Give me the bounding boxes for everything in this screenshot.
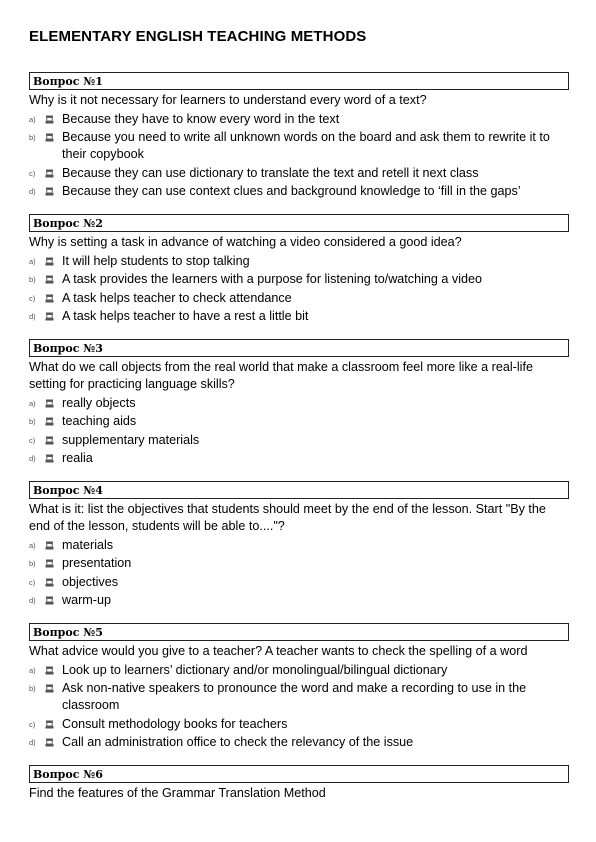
question-text: What advice would you give to a teacher? A teacher wants to check the spelling of a word	[29, 644, 528, 658]
option-text: Because they can use context clues and background knowledge to ‘fill in the gaps’	[62, 184, 521, 198]
option-letter: d)	[29, 187, 36, 196]
option-letter: b)	[29, 684, 36, 693]
option-text: warm-up	[62, 593, 111, 607]
answer-marker-icon	[45, 111, 62, 124]
answer-option[interactable]	[29, 432, 569, 449]
answer-option[interactable]	[29, 413, 569, 430]
question-block	[29, 214, 569, 325]
option-letter: a)	[29, 256, 36, 266]
answer-marker-icon	[45, 450, 62, 463]
question-heading: Вопрос №2	[29, 214, 569, 232]
answer-marker-icon	[45, 592, 62, 605]
question-text: Why is setting a task in advance of watching a video considered a good idea?	[29, 235, 462, 249]
option-letter: c)	[29, 168, 36, 178]
answer-option[interactable]	[29, 716, 569, 733]
option-text: A task provides the learners with a purpose for listening to/watching a video	[62, 272, 483, 286]
question-text: Find the features of the Grammar Translation Method	[29, 786, 326, 800]
option-letter: d)	[29, 454, 36, 463]
option-text: really objects	[62, 395, 136, 410]
answer-option[interactable]	[29, 450, 569, 467]
question-block	[29, 481, 569, 609]
question-list	[29, 72, 569, 802]
answer-marker-icon	[45, 413, 62, 426]
option-letter: d)	[29, 738, 36, 747]
question-heading: Вопрос №3	[29, 339, 569, 357]
option-letter: d)	[29, 596, 36, 605]
question-block	[29, 339, 569, 467]
option-text: presentation	[62, 556, 132, 570]
answer-marker-icon	[45, 662, 62, 675]
question-text: What is it: list the objectives that students should meet by the end of the lesson. Start "By the end of the lesson, students will be able to...."?	[29, 502, 546, 533]
option-letter: b)	[29, 559, 36, 568]
answer-marker-icon	[45, 680, 62, 693]
answer-marker-icon	[45, 395, 62, 408]
answer-marker-icon	[45, 537, 62, 550]
question-heading: Вопрос №1	[29, 72, 569, 90]
answer-option[interactable]	[29, 165, 569, 182]
question-heading: Вопрос №5	[29, 623, 569, 641]
option-text: Look up to learners’ dictionary and/or monolingual/bilingual dictionary	[62, 662, 448, 677]
answer-marker-icon	[45, 183, 62, 196]
answer-marker-icon	[45, 271, 62, 284]
answer-option[interactable]	[29, 129, 569, 163]
answer-option[interactable]	[29, 183, 569, 200]
option-text: Consult methodology books for teachers	[62, 716, 288, 731]
question-heading: Вопрос №6	[29, 765, 569, 783]
question-text: Why is it not necessary for learners to understand every word of a text?	[29, 93, 427, 107]
option-letter: a)	[29, 114, 36, 124]
question-block	[29, 765, 569, 802]
answer-option[interactable]	[29, 290, 569, 307]
answer-marker-icon	[45, 308, 62, 321]
question-block	[29, 72, 569, 200]
option-text: supplementary materials	[62, 432, 200, 447]
answer-marker-icon	[45, 734, 62, 747]
answer-marker-icon	[45, 165, 62, 178]
answer-option[interactable]	[29, 574, 569, 591]
option-letter: a)	[29, 540, 36, 550]
option-text: Because you need to write all unknown words on the board and ask them to rewrite it to their copybook	[62, 130, 550, 161]
answer-option[interactable]	[29, 395, 569, 412]
option-letter: c)	[29, 435, 36, 445]
option-text: Because they can use dictionary to translate the text and retell it next class	[62, 165, 479, 180]
option-letter: a)	[29, 665, 36, 675]
answer-marker-icon	[45, 290, 62, 303]
option-letter: a)	[29, 398, 36, 408]
answer-option[interactable]	[29, 734, 569, 751]
option-text: A task helps teacher to have a rest a little bit	[62, 309, 309, 323]
answer-marker-icon	[45, 716, 62, 729]
document-title: ELEMENTARY ENGLISH TEACHING METHODS	[29, 28, 367, 45]
answer-option[interactable]	[29, 308, 569, 325]
option-letter: b)	[29, 275, 36, 284]
option-letter: b)	[29, 133, 36, 142]
answer-marker-icon	[45, 574, 62, 587]
answer-option[interactable]	[29, 271, 569, 288]
option-letter: c)	[29, 293, 36, 303]
question-block	[29, 623, 569, 751]
option-letter: b)	[29, 417, 36, 426]
question-heading: Вопрос №4	[29, 481, 569, 499]
option-text: Because they have to know every word in the text	[62, 111, 340, 126]
answer-marker-icon	[45, 432, 62, 445]
answer-option[interactable]	[29, 253, 569, 270]
answer-marker-icon	[45, 129, 62, 142]
option-text: teaching aids	[62, 414, 137, 428]
answer-option[interactable]	[29, 662, 569, 679]
option-letter: d)	[29, 312, 36, 321]
option-letter: c)	[29, 577, 36, 587]
answer-marker-icon	[45, 555, 62, 568]
answer-option[interactable]	[29, 555, 569, 572]
answer-option[interactable]	[29, 592, 569, 609]
option-text: A task helps teacher to check attendance	[62, 290, 292, 305]
answer-option[interactable]	[29, 680, 569, 714]
option-text: Ask non-native speakers to pronounce the word and make a recording to use in the classroom	[62, 681, 527, 712]
option-text: materials	[62, 537, 114, 552]
option-text: realia	[62, 451, 93, 465]
answer-marker-icon	[45, 253, 62, 266]
question-text: What do we call objects from the real world that make a classroom feel more like a real-life setting for practicing language skills?	[29, 360, 533, 391]
option-text: It will help students to stop talking	[62, 253, 250, 268]
answer-option[interactable]	[29, 537, 569, 554]
option-text: Call an administration office to check the relevancy of the issue	[62, 735, 414, 749]
option-letter: c)	[29, 719, 36, 729]
option-text: objectives	[62, 574, 119, 589]
answer-option[interactable]	[29, 111, 569, 128]
